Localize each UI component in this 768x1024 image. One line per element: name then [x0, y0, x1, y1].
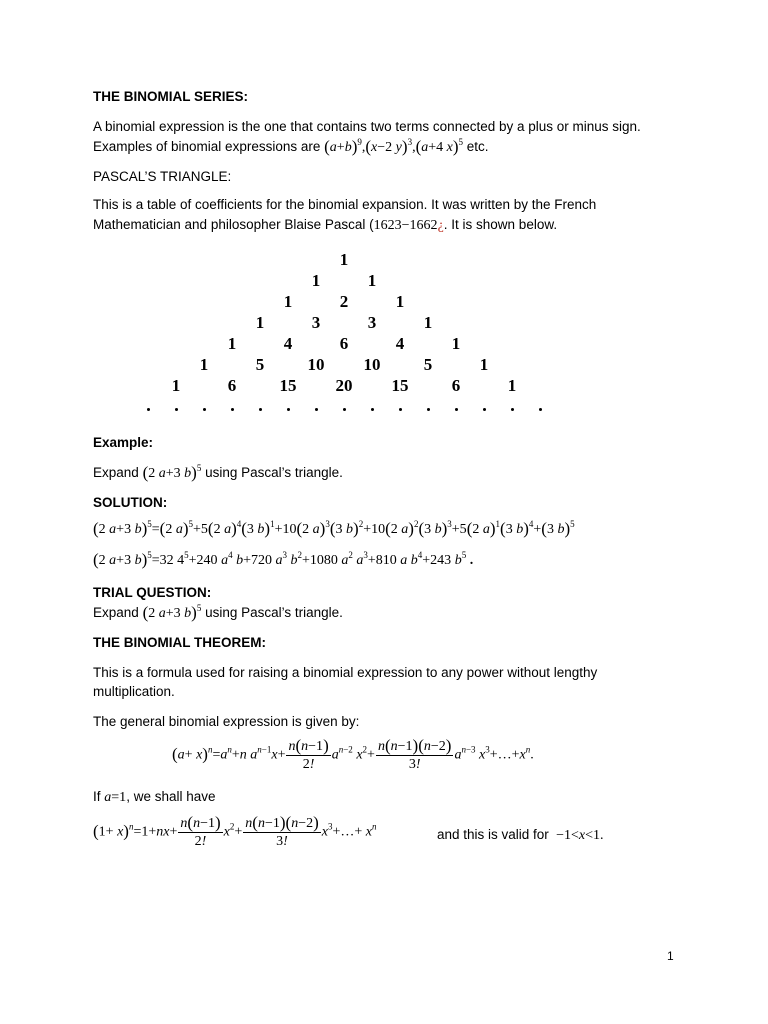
trial-suffix: using Pascal’s triangle. [205, 605, 343, 620]
if-prefix: If [93, 789, 101, 804]
triangle-number: 5 [255, 355, 265, 374]
trial-prefix: Expand [93, 605, 139, 620]
valid-text: and this is valid for [437, 827, 549, 842]
example-heading: Example: [93, 435, 154, 450]
triangle-row [0, 313, 768, 335]
solution-expansion-line-2: (2 a+3 b)$^5$=32 $4^5+240$ $a^4$ b+720 $a^3$ $b^2+1080$ $a^2$ $a^3+810$ a $b^4+243$ $b^5$ . [93, 550, 474, 569]
heading-binomial-series: THE BINOMIAL SERIES: [93, 89, 249, 104]
if-suffix: , we shall have [126, 789, 216, 804]
triangle-number: 1 [423, 313, 433, 332]
pascal-heading: PASCAL’S TRIANGLE: [93, 169, 232, 184]
triangle-number: 4 [283, 334, 293, 353]
intro-line-2-prefix: Examples of binomial expressions are [93, 139, 321, 154]
pascal-line-2-prefix: Mathematician and philosopher Blaise Pascal ( [93, 217, 374, 232]
pascal-dates: 1623−1662 [373, 218, 438, 233]
triangle-continuation-dot [399, 408, 402, 411]
triangle-number: 1 [339, 250, 349, 269]
intro-line-1: A binomial expression is the one that contains two terms connected by a plus or minus sign. [93, 119, 641, 134]
general-expression-line: The general binomial expression is given by: [93, 714, 360, 729]
general-binomial-formula: $(a+ x)^n=a^n+n$ $a^{n-1}x+$ $\frac{n(n-1)}{2!}$ $a^{n-2}$ $x^2+$ $\frac{n(n-1)(n-2)}{3!}$ $a^{n-3}$ $x^3+\dots+x^n$. [172, 736, 534, 772]
example-suffix: using Pascal’s triangle. [205, 465, 343, 480]
if-line [93, 788, 216, 807]
triangle-row [0, 292, 768, 314]
triangle-continuation-dot [539, 408, 542, 411]
triangle-number: 6 [451, 376, 461, 395]
triangle-row [0, 271, 768, 293]
triangle-number: 15 [279, 376, 297, 395]
solution-expansion-line-1: (2 a+3 b)$^5$=(2 a)$^5$+5(2 a)$^4$(3 b)$^1$+10(2 a)$^3$(3 b)$^2$+10(2 a)$^2$(3 b)$^3$+5(2 a)$^1$(3 b)$^4$+(3 b)$^5$ [93, 519, 575, 538]
triangle-number: 5 [423, 355, 433, 374]
triangle-continuation-dot [231, 408, 234, 411]
example-prefix: Expand [93, 465, 139, 480]
example-line [93, 464, 343, 483]
triangle-continuation-dot [287, 408, 290, 411]
triangle-continuation-dot [511, 408, 514, 411]
triangle-number: 3 [311, 313, 321, 332]
triangle-number: 3 [367, 313, 377, 332]
triangle-row [0, 334, 768, 356]
triangle-continuation-dot [259, 408, 262, 411]
a-equals-one-formula: a=1 [104, 790, 127, 805]
triangle-continuation-dot [427, 408, 430, 411]
triangle-continuation-dot [315, 408, 318, 411]
triangle-number: 2 [339, 292, 349, 311]
triangle-number: 1 [255, 313, 265, 332]
theorem-line-2: multiplication. [93, 684, 175, 699]
triangle-number: 6 [227, 376, 237, 395]
triangle-number: 1 [311, 271, 321, 290]
binomial-theorem-heading: THE BINOMIAL THEOREM: [93, 635, 266, 650]
triangle-number: 10 [307, 355, 325, 374]
triangle-number: 1 [171, 376, 181, 395]
triangle-number: 1 [479, 355, 489, 374]
triangle-number: 1 [451, 334, 461, 353]
trial-formula: (2 a+3 b)$^5$ [142, 603, 202, 622]
triangle-number: 6 [339, 334, 349, 353]
triangle-number: 1 [199, 355, 209, 374]
triangle-continuation-dot [343, 408, 346, 411]
example-formula: (2 a+3 b)$^5$ [142, 463, 202, 482]
pascal-line-2 [93, 216, 557, 235]
triangle-number: 15 [391, 376, 409, 395]
trial-question-heading: TRIAL QUESTION: [93, 585, 212, 600]
triangle-number: 1 [395, 292, 405, 311]
pascal-line-2-suffix: . It is shown below. [443, 217, 558, 232]
triangle-continuation-dot [483, 408, 486, 411]
intro-line-2-suffix: etc. [466, 139, 489, 154]
triangle-number: 1 [507, 376, 517, 395]
triangle-continuation-dot [175, 408, 178, 411]
validity-condition: −1<x<1. [552, 828, 604, 843]
triangle-continuation-dot [371, 408, 374, 411]
triangle-continuation-dot [147, 408, 150, 411]
triangle-number: 4 [395, 334, 405, 353]
triangle-row [0, 250, 768, 272]
triangle-number: 20 [335, 376, 353, 395]
special-binomial-formula: $(1+ x)^n=1+nx+$ $\frac{n(n-1)}{2!}$ $x^2+$ $\frac{n(n-1)(n-2)}{3!}$ $x^3+\dots+ x^n$ [93, 813, 377, 849]
triangle-row [0, 355, 768, 377]
solution-heading: SOLUTION: [93, 495, 168, 510]
triangle-continuation-dot [455, 408, 458, 411]
triangle-continuation-dot [203, 408, 206, 411]
pascal-line-1: This is a table of coefficients for the binomial expansion. It was written by the French [93, 197, 597, 212]
triangle-number: 10 [363, 355, 381, 374]
triangle-number: 1 [227, 334, 237, 353]
triangle-number: 1 [367, 271, 377, 290]
validity-line [437, 826, 604, 845]
intro-line-2 [93, 138, 489, 157]
binomial-examples-formula: $(a+b)^9,(x-2$ y)$^3$,(a+4 x)$^5$ [324, 137, 464, 156]
triangle-row [0, 376, 768, 398]
page-number: 1 [667, 949, 674, 963]
triangle-number: 1 [283, 292, 293, 311]
pascal-glyph: ¿ [437, 218, 444, 233]
trial-question-line [93, 604, 343, 623]
theorem-line-1: This is a formula used for raising a binomial expression to any power without lengthy [93, 665, 598, 680]
